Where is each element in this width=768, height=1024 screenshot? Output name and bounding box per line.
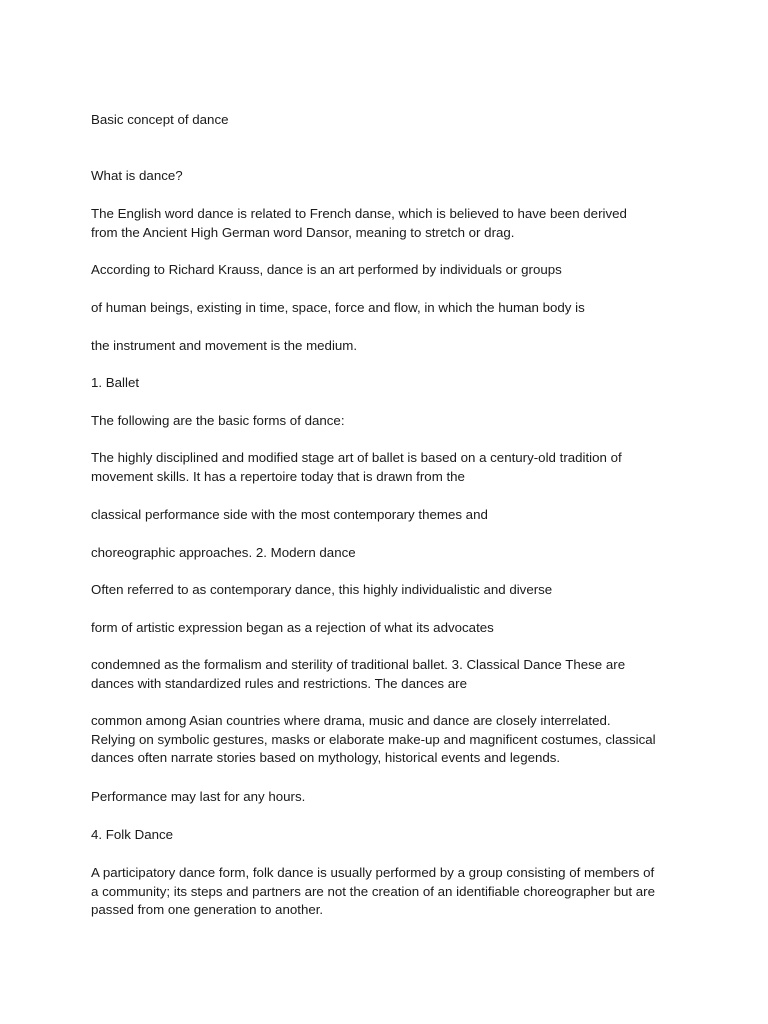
paragraph <box>91 261 691 280</box>
text-line: classical performance side with the most contemporary themes and <box>91 507 488 522</box>
section-heading <box>91 167 691 186</box>
text-line: a community; its steps and partners are not the creation of an identifiable choreographer but are <box>91 883 655 899</box>
text-line: The highly disciplined and modified stage art of ballet is based on a century-old tradition of <box>91 450 622 465</box>
text-line: form of artistic expression began as a rejection of what its advocates <box>91 620 494 635</box>
text-line: Relying on symbolic gestures, masks or elaborate make-up and magnificent costumes, classical <box>91 731 656 747</box>
text-line: common among Asian countries where drama, music and dance are closely interrelated. <box>91 713 611 728</box>
text-line: According to Richard Krauss, dance is an art performed by individuals or groups <box>91 262 562 277</box>
text-line: Often referred to as contemporary dance, this highly individualistic and diverse <box>91 582 553 597</box>
paragraph <box>91 544 691 563</box>
text-line: Performance may last for any hours. <box>91 789 306 804</box>
text-line: Basic concept of dance <box>91 112 229 127</box>
text-line: condemned as the formalism and sterility of traditional ballet. 3. Classical Dance These are <box>91 657 626 672</box>
text-line: of human beings, existing in time, space, force and flow, in which the human body is <box>91 300 585 315</box>
text-line: movement skills. It has a repertoire today that is drawn from the <box>91 468 465 484</box>
section-heading <box>91 374 691 393</box>
paragraph <box>91 788 691 807</box>
text-line: What is dance? <box>91 168 183 183</box>
paragraph <box>91 581 691 600</box>
text-line: from the Ancient High German word Dansor, meaning to stretch or drag. <box>91 224 515 240</box>
text-line: The following are the basic forms of dance: <box>91 413 345 428</box>
text-line: dances often narrate stories based on mythology, historical events and legends. <box>91 750 561 766</box>
paragraph <box>91 412 691 431</box>
paragraph <box>91 506 691 525</box>
paragraph <box>91 449 691 486</box>
paragraph <box>91 299 691 318</box>
text-line: the instrument and movement is the medium. <box>91 338 358 353</box>
text-line: 1. Ballet <box>91 375 140 390</box>
text-line: passed from one generation to another. <box>91 902 324 918</box>
text-line: The English word dance is related to French danse, which is believed to have been derived <box>91 206 627 221</box>
paragraph <box>91 205 691 242</box>
paragraph <box>91 712 691 768</box>
paragraph <box>91 619 691 638</box>
text-line: 4. Folk Dance <box>91 827 174 842</box>
text-line: dances with standardized rules and restrictions. The dances are <box>91 675 467 691</box>
section-heading <box>91 826 691 845</box>
text-line: A participatory dance form, folk dance is usually performed by a group consisting of members of <box>91 865 655 880</box>
paragraph <box>91 656 691 693</box>
paragraph <box>91 337 691 356</box>
text-line: choreographic approaches. 2. Modern dance <box>91 545 356 560</box>
document-title <box>91 111 691 130</box>
paragraph <box>91 864 691 920</box>
